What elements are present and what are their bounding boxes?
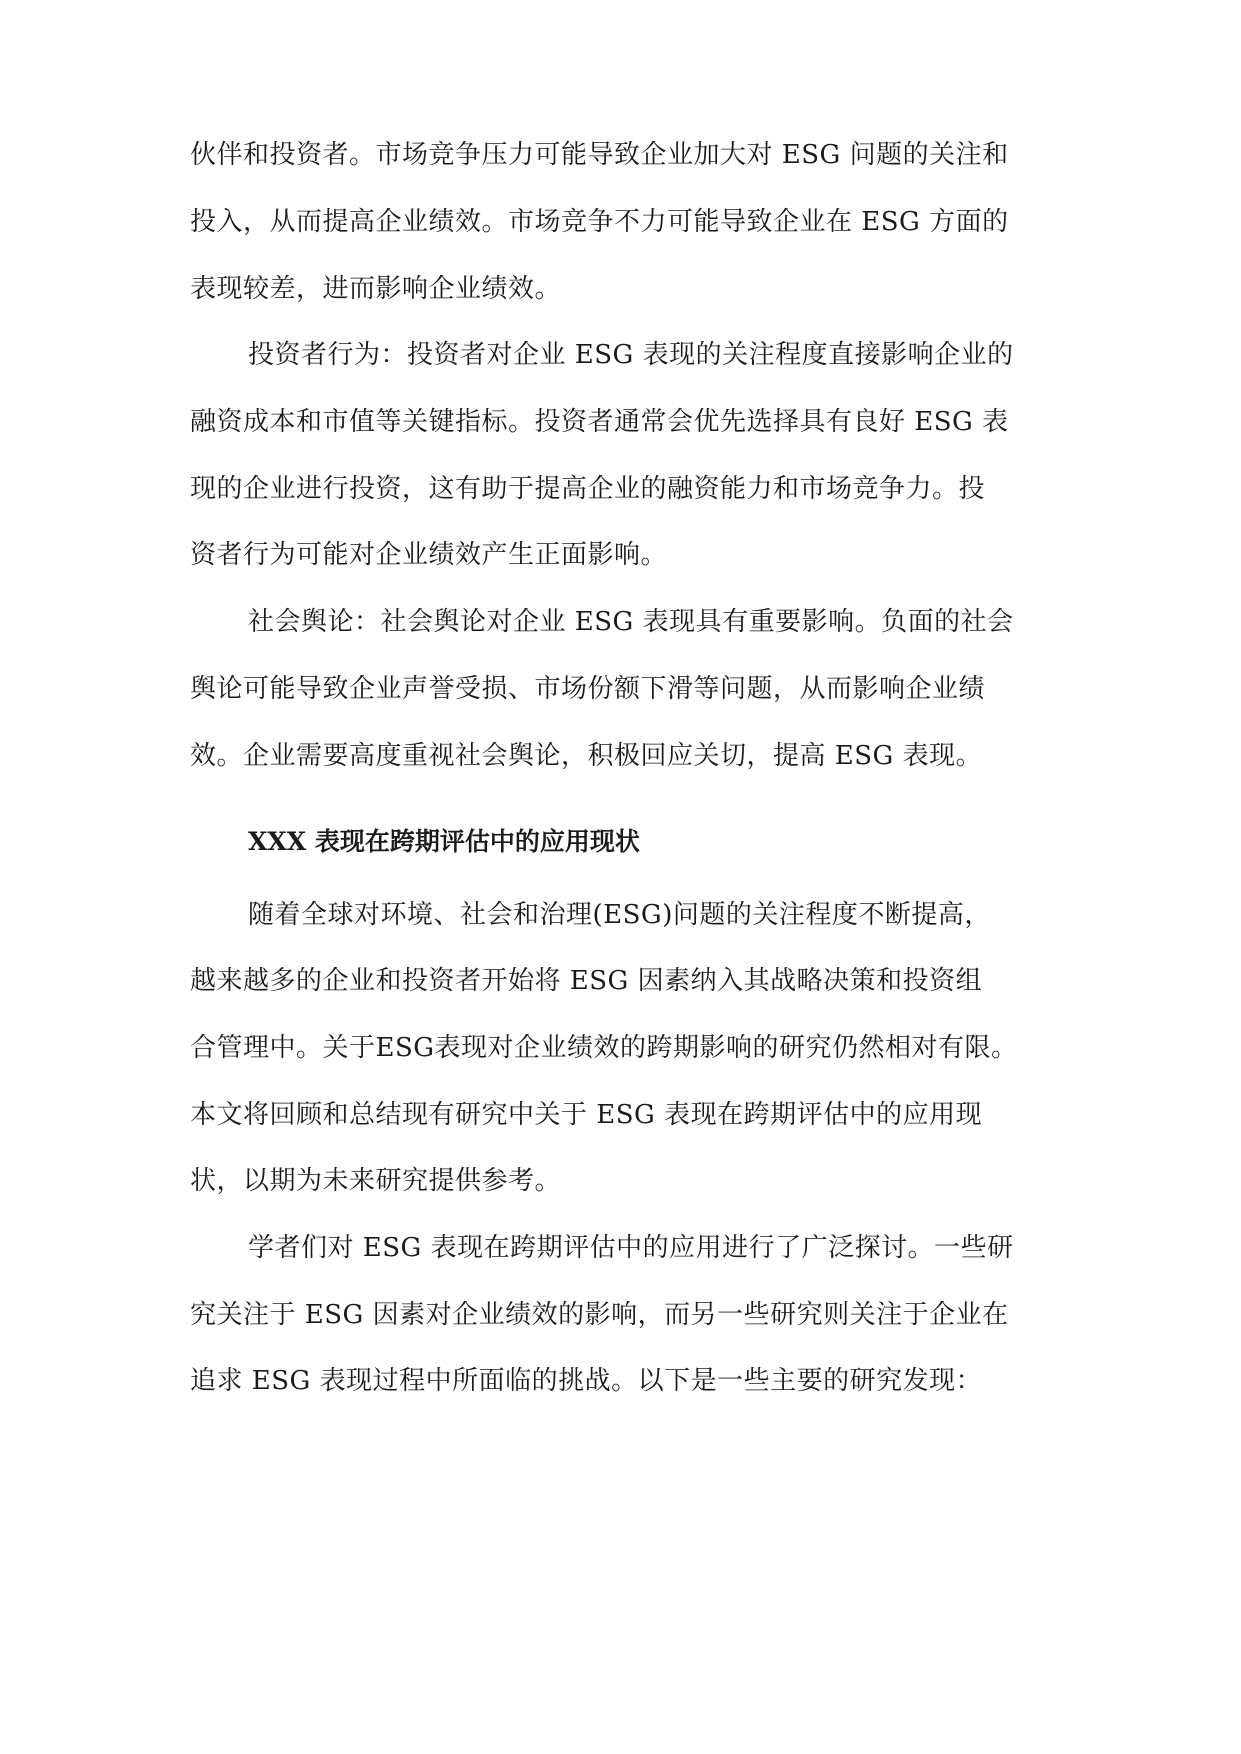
- text-line: 舆论可能导致企业声誉受损、市场份额下滑等问题，从而影响企业绩: [190, 674, 986, 704]
- text-line: 随着全球对环境、社会和治理(ESG)问题的关注程度不断提高，: [248, 900, 991, 930]
- text-line: 表现较差，进而影响企业绩效。: [190, 274, 562, 304]
- text-line: 资者行为可能对企业绩效产生正面影响。: [190, 540, 668, 570]
- text-line: 投入，从而提高企业绩效。市场竞争不力可能导致企业在 ESG 方面的: [190, 207, 1009, 237]
- text-line: 效。企业需要高度重视社会舆论，积极回应关切，提高 ESG 表现。: [190, 741, 983, 771]
- section-heading: XXX 表现在跨期评估中的应用现状: [248, 827, 640, 856]
- text-line: 追求 ESG 表现过程中所面临的挑战。以下是一些主要的研究发现：: [190, 1366, 983, 1396]
- text-line: 合管理中。关于ESG表现对企业绩效的跨期影响的研究仍然相对有限。: [190, 1033, 1018, 1063]
- text-line: 社会舆论：社会舆论对企业 ESG 表现具有重要影响。负面的社会: [248, 607, 1014, 637]
- text-line: 现的企业进行投资，这有助于提高企业的融资能力和市场竞争力。投: [190, 474, 986, 504]
- text-line: 究关注于 ESG 因素对企业绩效的影响，而另一些研究则关注于企业在: [190, 1300, 1009, 1330]
- text-line: 本文将回顾和总结现有研究中关于 ESG 表现在跨期评估中的应用现: [190, 1100, 983, 1130]
- text-line: 越来越多的企业和投资者开始将 ESG 因素纳入其战略决策和投资组: [190, 966, 983, 996]
- text-line: 融资成本和市值等关键指标。投资者通常会优先选择具有良好 ESG 表: [190, 407, 1009, 437]
- text-line: 伙伴和投资者。市场竞争压力可能导致企业加大对 ESG 问题的关注和: [190, 140, 1009, 170]
- text-line: 学者们对 ESG 表现在跨期评估中的应用进行了广泛探讨。一些研: [248, 1233, 1014, 1263]
- text-line: 状，以期为未来研究提供参考。: [190, 1166, 562, 1196]
- text-line: 投资者行为：投资者对企业 ESG 表现的关注程度直接影响企业的: [248, 340, 1014, 370]
